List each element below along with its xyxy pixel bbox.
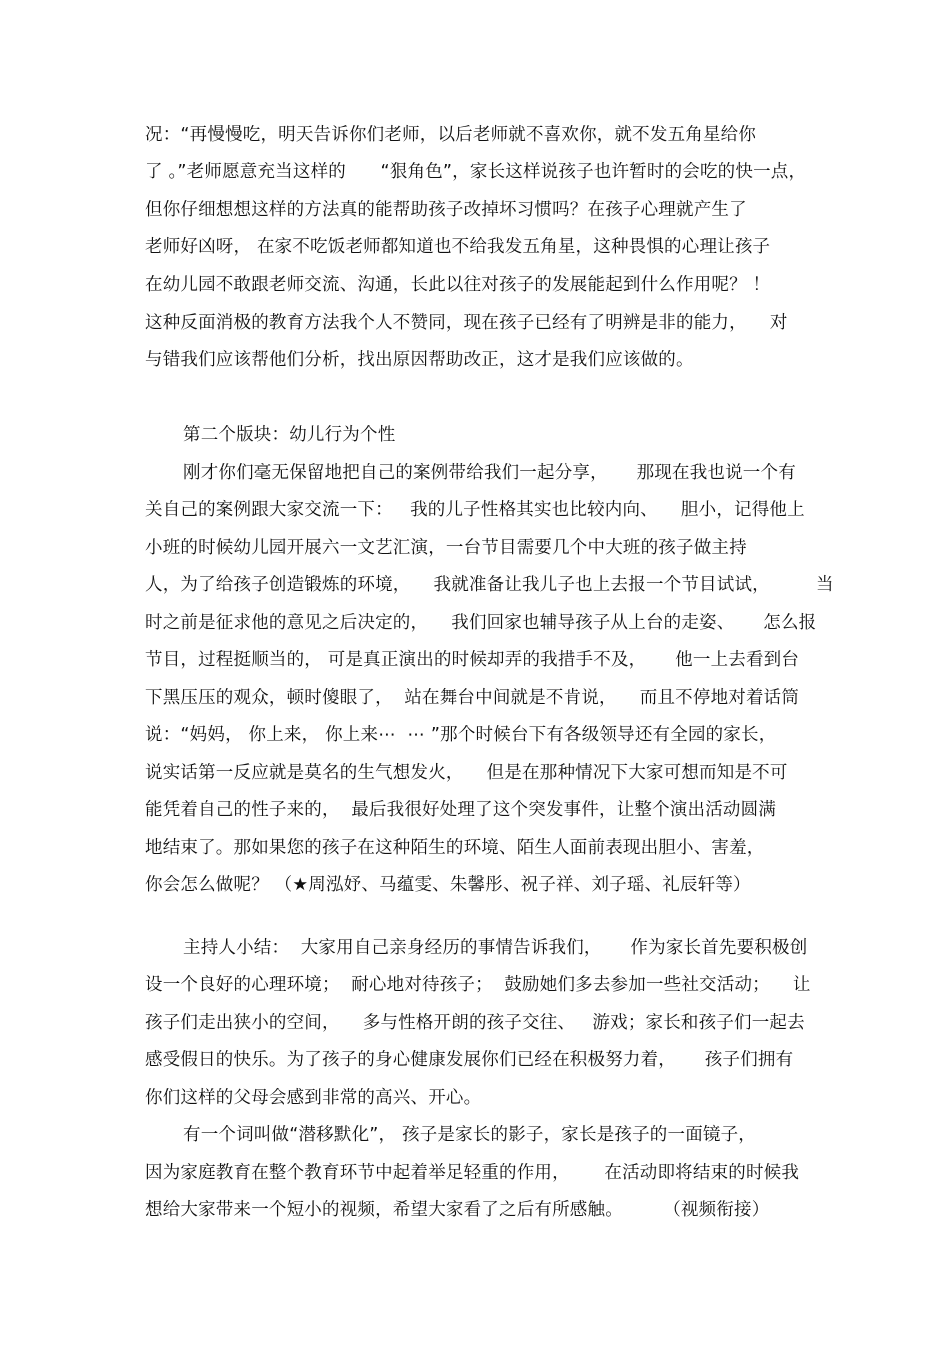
paragraph-line: 想给大家带来一个短小的视频，希望大家看了之后有所感触。 （视频衔接） [145,1200,770,1220]
paragraph-line: 地结束了。那如果您的孩子在这种陌生的环境、陌生人面前表现出胆小、害羞， [145,838,765,858]
paragraph-line: 时之前是征求他的意见之后决定的， 我们回家也辅导孩子从上台的走姿、 怎么报 [145,613,817,633]
paragraph-line: 感受假日的快乐。为了孩子的身心健康发展你们已经在积极努力着， 孩子们拥有 [145,1050,794,1070]
paragraph-line: 你们这样的父母会感到非常的高兴、开心。 [145,1088,482,1108]
paragraph-line: 因为家庭教育在整个教育环节中起着举足轻重的作用， 在活动即将结束的时候我 [145,1163,800,1183]
paragraph-line: 了 。”老师愿意充当这样的 “狠角色”，家长这样说孩子也许暂时的会吃的快一点， [145,162,807,182]
section-heading: 第二个版块：幼儿行为个性 [183,425,396,445]
paragraph-line: 你会怎么做呢？ （★周泓妤、马蕴雯、朱馨彤、祝子祥、刘子瑶、礼辰轩等） [145,875,751,895]
paragraph-line: 有一个词叫做“潜移默化”， 孩子是家长的影子，家长是孩子的一面镜子， [183,1125,756,1145]
paragraph-line: 但你仔细想想这样的方法真的能帮助孩子改掉坏习惯吗？在孩子心理就产生了 [145,200,747,220]
paragraph-line: 刚才你们毫无保留地把自己的案例带给我们一起分享， 那现在我也说一个有 [183,463,796,483]
paragraph-line: 况：“再慢慢吃，明天告诉你们老师，以后老师就不喜欢你，就不发五角星给你 [145,125,757,145]
paragraph-line: 孩子们走出狭小的空间， 多与性格开朗的孩子交往、 游戏；家长和孩子们一起去 [145,1013,805,1033]
paragraph-line: 小班的时候幼儿园开展六一文艺汇演，一台节目需要几个中大班的孩子做主持 [145,538,747,558]
paragraph-line: 节目，过程挺顺当的， 可是真正演出的时候却弄的我措手不及， 他一上去看到台 [145,650,800,670]
paragraph-line: 设一个良好的心理环境； 耐心地对待孩子； 鼓励她们多去参加一些社交活动； 让 [145,975,811,995]
paragraph-line: 主持人小结： 大家用自己亲身经历的事情告诉我们， 作为家长首先要积极创 [183,938,808,958]
paragraph-line: 说实话第一反应就是莫名的生气想发火， 但是在那种情况下大家可想而知是不可 [145,763,788,783]
paragraph-line: 这种反面消极的教育方法我个人不赞同，现在孩子已经有了明辨是非的能力， 对 [145,313,788,333]
paragraph-line: 老师好凶呀， 在家不吃饭老师都知道也不给我发五角星，这种畏惧的心理让孩子 [145,237,771,257]
paragraph-line: 说：“妈妈， 你上来， 你上来⋯ ⋯ ”那个时候台下有各级领导还有全园的家长， [145,725,777,745]
paragraph-line: 能凭着自己的性子来的， 最后我很好处理了这个突发事件，让整个演出活动圆满 [145,800,777,820]
paragraph-line: 在幼儿园不敢跟老师交流、沟通，长此以往对孩子的发展能起到什么作用呢？ ！ [145,275,771,295]
paragraph-line: 关自己的案例跟大家交流一下： 我的儿子性格其实也比较内向、 胆小，记得他上 [145,500,805,520]
paragraph-line: 下黑压压的观众，顿时傻眼了， 站在舞台中间就是不肯说， 而且不停地对着话筒 [145,688,800,708]
paragraph-line: 与错我们应该帮他们分析，找出原因帮助改正，这才是我们应该做的。 [145,350,694,370]
paragraph-line: 人，为了给孩子创造锻炼的环境， 我就准备让我儿子也上去报一个节目试试， 当 [145,575,834,595]
